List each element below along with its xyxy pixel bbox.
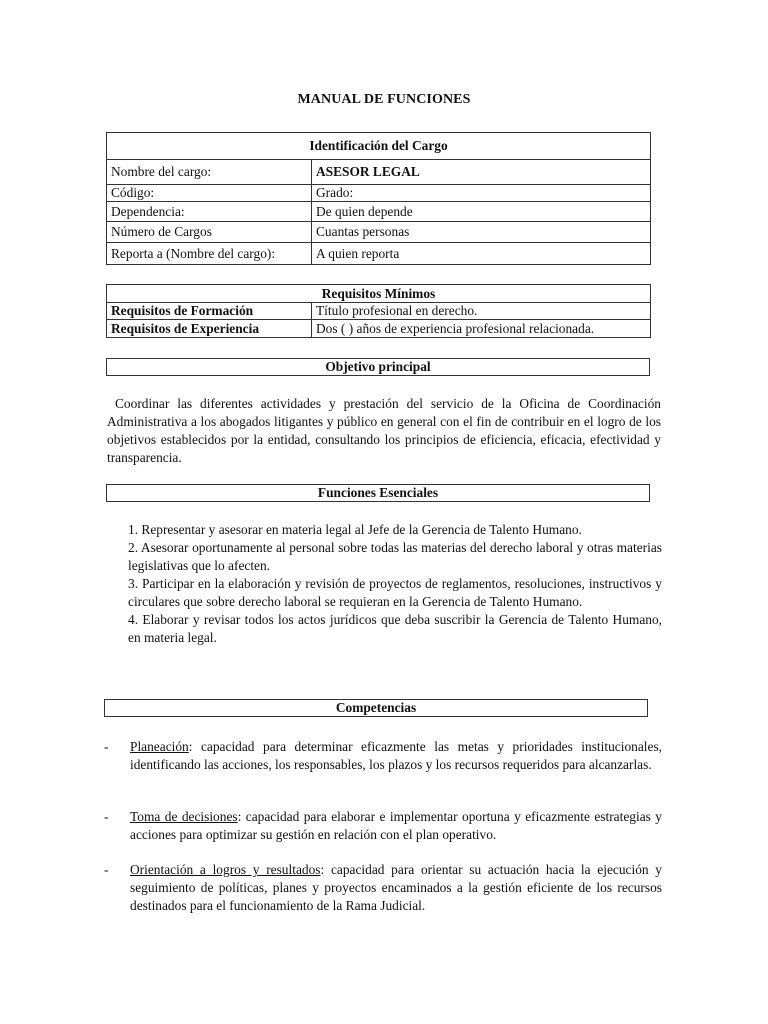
competencia-term-toma-decisiones: Toma de decisiones	[130, 809, 238, 824]
funciones-list	[128, 521, 662, 647]
row-value-numero-cargos: Cuantas personas	[312, 222, 651, 243]
row-value-nombre-cargo: ASESOR LEGAL	[312, 160, 651, 185]
objetivo-header: Objetivo principal	[106, 358, 650, 376]
funcion-item-3: 3. Participar en la elaboración y revisión de proyectos de reglamentos, resoluciones, instructivos y circulares que sobre derecho laboral se requieran en la Gerencia de Talento Humano.	[128, 576, 662, 609]
document-title: MANUAL DE FUNCIONES	[297, 92, 471, 107]
identificacion-table	[106, 132, 651, 265]
list-dash: -	[104, 862, 109, 877]
funcion-item-1: 1. Representar y asesorar en materia legal al Jefe de la Gerencia de Talento Humano.	[128, 522, 582, 537]
funcion-item-2: 2. Asesorar oportunamente al personal sobre todas las materias del derecho laboral y otras materias legislativas que lo afecten.	[128, 540, 662, 573]
row-label-reporta-a: Reporta a (Nombre del cargo):	[107, 243, 312, 265]
requisitos-formacion-value: Título profesional en derecho.	[312, 303, 651, 320]
row-label-codigo: Código:	[107, 185, 312, 202]
row-value-grado: Grado:	[312, 185, 651, 202]
list-dash: -	[104, 739, 109, 754]
row-label-nombre-cargo: Nombre del cargo:	[107, 160, 312, 185]
list-dash: -	[104, 809, 109, 824]
requisitos-table	[106, 284, 651, 338]
competencias-header: Competencias	[104, 699, 648, 717]
identificacion-header: Identificación del Cargo	[107, 133, 651, 160]
requisitos-header: Requisitos Mínimos	[107, 285, 651, 303]
objetivo-text: Coordinar las diferentes actividades y prestación del servicio de la Oficina de Coordinación Administrativa a los abogados litigantes y público en general con el fin de contribuir en el logro de los objetivos establecidos por la entidad, consultando los principios de eficiencia, eficacia, efectividad y transparencia.	[107, 396, 661, 465]
row-label-dependencia: Dependencia:	[107, 202, 312, 222]
funcion-item-4: 4. Elaborar y revisar todos los actos jurídicos que deba suscribir la Gerencia de Talento Humano, en materia legal.	[128, 612, 662, 645]
requisitos-experiencia-value: Dos ( ) años de experiencia profesional relacionada.	[312, 320, 651, 338]
row-label-numero-cargos: Número de Cargos	[107, 222, 312, 243]
row-value-dependencia: De quien depende	[312, 202, 651, 222]
competencia-toma-decisiones	[104, 808, 662, 844]
competencia-text-orientacion-logros: : capacidad para orientar su actuación hacia la ejecución y seguimiento de políticas, planes y proyectos encaminados a la gestión eficiente de los recursos destinados para el funcionamiento de la Rama Judicial.	[130, 862, 662, 913]
funciones-header: Funciones Esenciales	[106, 484, 650, 502]
competencia-orientacion-logros	[104, 861, 662, 915]
competencia-term-orientacion-logros: Orientación a logros y resultados	[130, 862, 321, 877]
competencia-term-planeacion: Planeación	[130, 739, 189, 754]
competencia-text-planeacion: : capacidad para determinar eficazmente las metas y prioridades institucionales, identificando las acciones, los responsables, los plazos y los recursos requeridos para alcanzarlas.	[130, 739, 662, 772]
row-value-reporta-a: A quien reporta	[312, 243, 651, 265]
competencia-text-toma-decisiones: : capacidad para elaborar e implementar oportuna y eficazmente estrategias y acciones para optimizar su gestión en relación con el plan operativo.	[130, 809, 662, 842]
competencia-planeacion	[104, 738, 662, 774]
requisitos-formacion-label: Requisitos de Formación	[107, 303, 312, 320]
requisitos-experiencia-label: Requisitos de Experiencia	[107, 320, 312, 338]
